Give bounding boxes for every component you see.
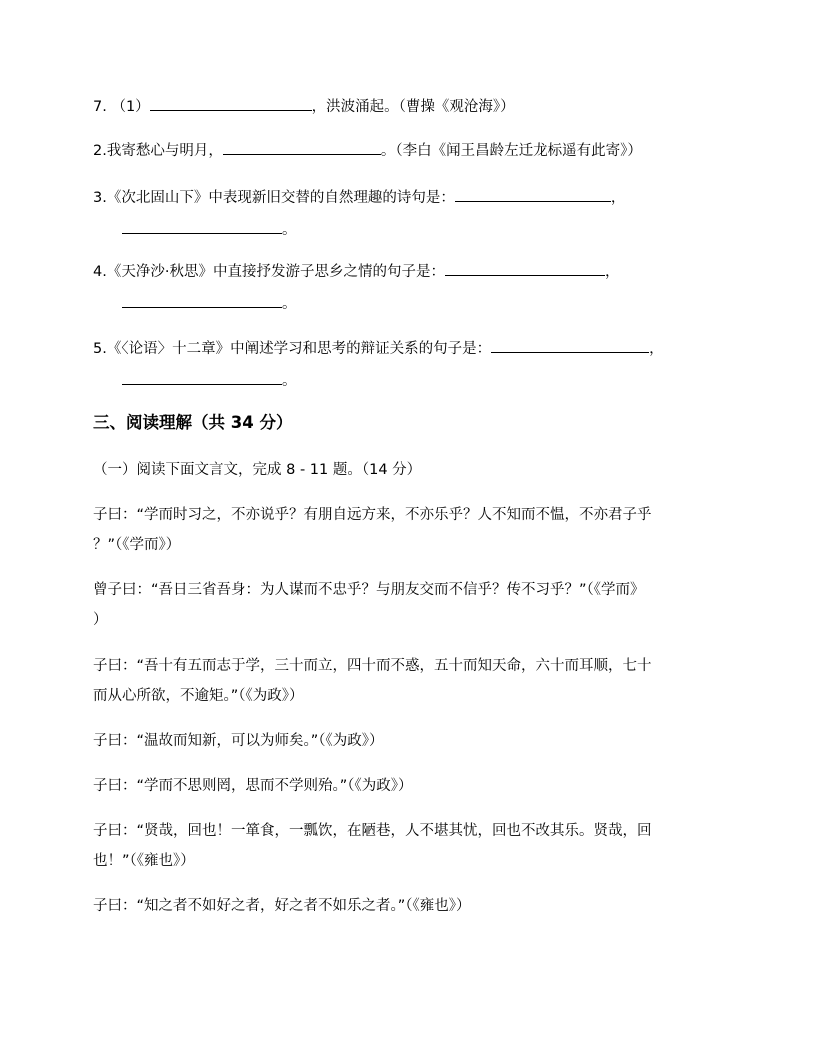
passage-line: 曾子曰：“吾日三省吾身：为人谋而不忠乎？与朋友交而不信乎？传不习乎？”（《学而》 <box>93 582 645 598</box>
section-heading: 三、阅读理解（共 34 分） <box>93 413 293 432</box>
passage-line: 子曰：“吾十有五而志于学，三十而立，四十而不惑，五十而知天命，六十而耳顺，七十 <box>93 658 652 674</box>
question-4-end: 。 <box>282 296 297 312</box>
answer-blank-q4-second[interactable] <box>122 292 282 308</box>
question-7-suffix: ，洪波涌起。（曹操《观沧海》） <box>311 99 515 115</box>
answer-blank-q4-first[interactable] <box>445 260 605 276</box>
answer-blank-q7[interactable] <box>150 95 312 111</box>
answer-blank-q3-second[interactable] <box>122 218 282 234</box>
question-3 <box>93 186 625 208</box>
question-5 <box>93 337 664 359</box>
question-5-end: 。 <box>282 373 297 389</box>
question-2 <box>93 139 642 161</box>
passage-line: ？”（《学而》） <box>93 537 181 553</box>
question-2-prefix: 2.我寄愁心与明月， <box>93 143 223 159</box>
question-3-prefix: 3.《次北固山下》中表现新旧交替的自然理趣的诗句是： <box>93 190 455 206</box>
passage-line: 子曰：“知之者不如好之者，好之者不如乐之者。”（《雍也》） <box>93 898 471 914</box>
passage-line: 子曰：“学而时习之，不亦说乎？有朋自远方来，不亦乐乎？人不知而不愠，不亦君子乎 <box>93 507 652 523</box>
question-7 <box>93 95 515 117</box>
question-4-comma: ， <box>604 264 620 280</box>
answer-blank-q5-second[interactable] <box>122 369 282 385</box>
question-2-suffix: 。（李白《闻王昌龄左迁龙标遥有此寄》） <box>380 143 642 159</box>
passage-line: 而从心所欲，不逾矩。”（《为政》） <box>93 688 304 704</box>
passage-line: 也！”（《雍也》） <box>93 853 195 869</box>
question-4-continuation <box>122 292 297 314</box>
passage-line: ） <box>93 612 108 628</box>
question-5-continuation <box>122 369 297 391</box>
question-3-comma: ， <box>610 190 626 206</box>
passage-line: 子曰：“贤哉，回也！一箪食，一瓢饮，在陋巷，人不堪其忧，回也不改其乐。贤哉，回 <box>93 823 652 839</box>
question-3-end: 。 <box>282 222 297 238</box>
passage-line: 子曰：“温故而知新，可以为师矣。”（《为政》） <box>93 733 384 749</box>
question-4-prefix: 4.《天净沙·秋思》中直接抒发游子思乡之情的句子是： <box>93 264 445 280</box>
reading-intro: （一）阅读下面文言文，完成 8 - 11 题。（14 分） <box>93 462 422 478</box>
answer-blank-q5-first[interactable] <box>491 337 649 353</box>
question-3-continuation <box>122 218 297 240</box>
passage-line: 子曰：“学而不思则罔，思而不学则殆。”（《为政》） <box>93 778 413 794</box>
question-5-comma: ， <box>649 341 664 357</box>
question-5-prefix: 5.《〈论语〉十二章》中阐述学习和思考的辩证关系的句子是： <box>93 341 492 357</box>
question-4 <box>93 260 619 282</box>
question-7-prefix: 7. （1） <box>93 99 150 115</box>
answer-blank-q3-first[interactable] <box>455 186 611 202</box>
answer-blank-q2[interactable] <box>223 139 381 155</box>
